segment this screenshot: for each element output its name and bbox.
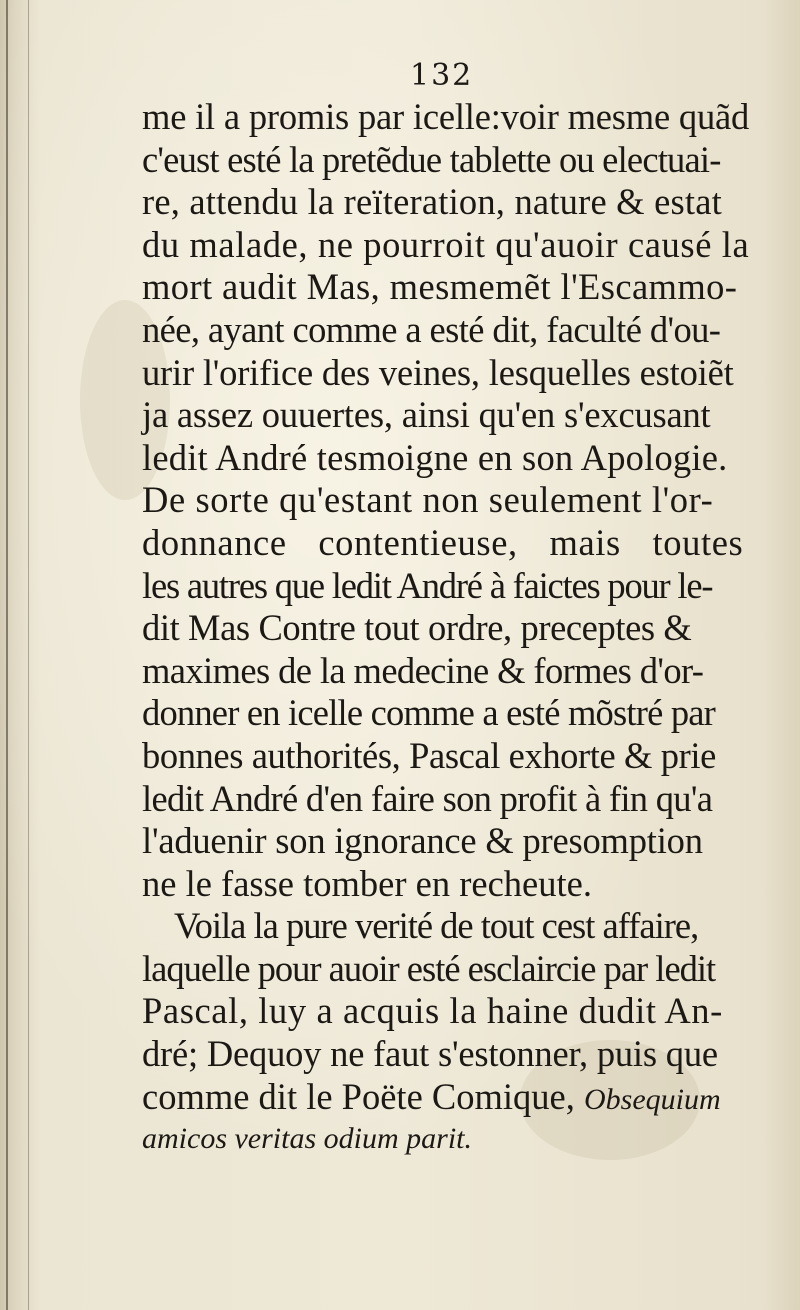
text-line: De sorte qu'estant non seulement l'or-	[142, 479, 714, 521]
text-line: urir l'orifice des veines, lesquelles estoiẽt	[142, 351, 734, 393]
latin-quote: amicos veritas odium parit.	[142, 1122, 472, 1156]
text-line: née, ayant comme a esté dit, faculté d'ou-	[142, 308, 721, 350]
text-line	[142, 1076, 772, 1119]
text-line: ne le fasse tomber en recheute.	[142, 862, 592, 904]
text-line: mort audit Mas, mesmemẽt l'Escammo-	[142, 266, 738, 308]
text-line: ledit André tesmoigne en son Apologie.	[142, 436, 728, 478]
binding-edge	[6, 0, 8, 1310]
text-line: donnance contentieuse, mais toutes	[142, 521, 744, 563]
page-edge	[28, 0, 29, 1310]
text-line: dit Mas Contre tout ordre, preceptes &	[142, 607, 692, 649]
text-line: Pascal, luy a acquis la haine dudit An-	[142, 990, 723, 1032]
text-line: laquelle pour auoir esté esclaircie par ledit	[142, 947, 716, 989]
text-line: bonnes authorités, Pascal exhorte & prie	[142, 734, 716, 776]
text-line: c'eust esté la pretẽdue tablette ou electuai-	[142, 138, 721, 180]
text-line: du malade, ne pourroit qu'auoir causé la	[142, 223, 750, 265]
text-line: les autres que ledit André à faictes pour le-	[142, 564, 713, 606]
text-line: dré; Dequoy ne faut s'estonner, puis que	[142, 1033, 718, 1075]
latin-quote: Obsequium	[583, 1082, 721, 1116]
text-line: ledit André d'en faire son profit à fin qu'a	[142, 777, 713, 819]
body-text	[142, 96, 772, 1161]
text-line: re, attendu la reïteration, nature & estat	[142, 181, 722, 223]
text-run: comme dit le Poëte Comique,	[142, 1075, 575, 1117]
text-line: ja assez ouuertes, ainsi qu'en s'excusant	[142, 394, 711, 436]
text-line: Voila la pure verité de tout cest affaire,	[174, 905, 699, 947]
text-line: donner en icelle comme a esté mõstré par	[142, 692, 716, 734]
text-line: l'aduenir son ignorance & presomption	[142, 820, 703, 862]
text-line: maximes de la medecine & formes d'or-	[142, 649, 704, 691]
page-number: 132	[410, 58, 474, 93]
text-line: me il a promis par icelle:voir mesme quãd	[142, 96, 750, 137]
